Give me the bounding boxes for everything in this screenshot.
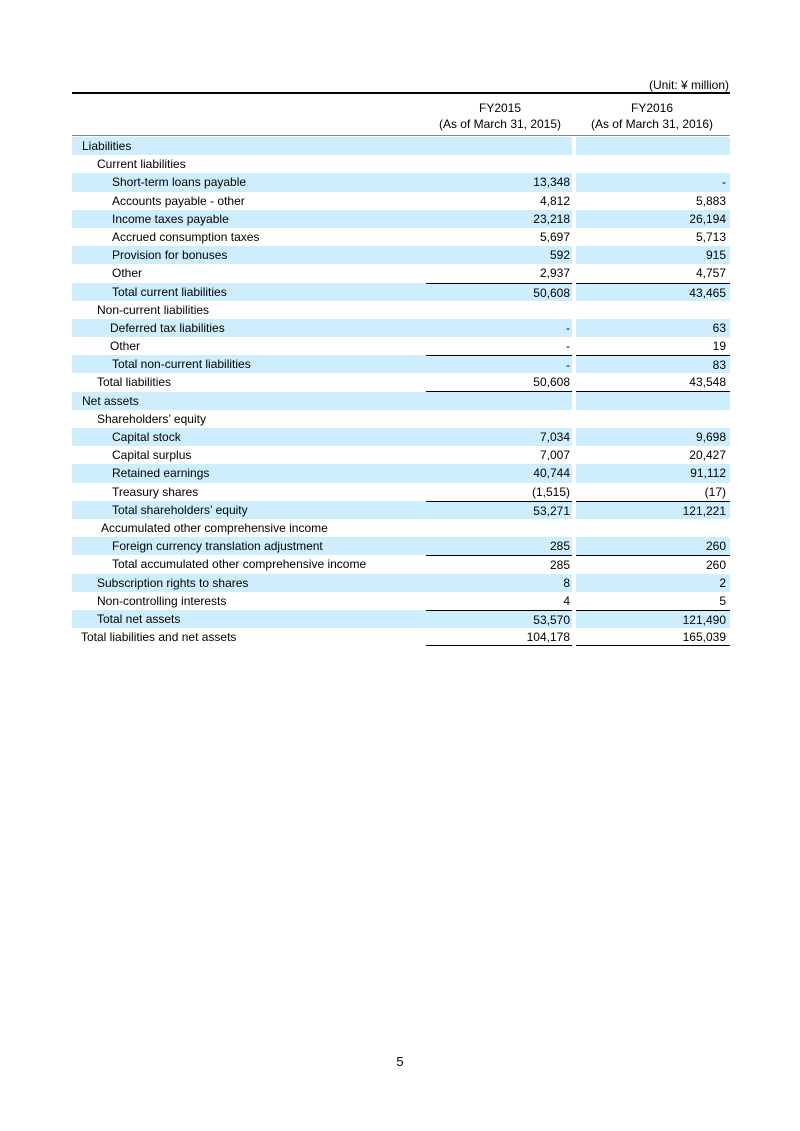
row-value-fy2015: 8 <box>426 574 572 592</box>
table-row <box>72 246 730 264</box>
row-value-fy2015: 285 <box>426 555 572 573</box>
row-value-fy2016: 83 <box>576 355 730 373</box>
row-label: Foreign currency translation adjustment <box>72 537 426 555</box>
row-label: Non-controlling interests <box>97 593 227 608</box>
row-value-fy2016: - <box>576 173 730 191</box>
row-value-fy2016: 43,548 <box>576 373 730 391</box>
row-value-fy2016 <box>576 410 730 428</box>
row-value-fy2015: 53,271 <box>426 501 572 519</box>
row-label: Total liabilities and net assets <box>81 630 237 645</box>
row-value-fy2015: 7,034 <box>426 428 572 446</box>
table-row <box>72 210 730 228</box>
row-value-fy2016 <box>576 519 730 537</box>
row-value-fy2015 <box>426 410 572 428</box>
top-rule <box>72 92 730 94</box>
row-label: Accounts payable - other <box>112 193 245 208</box>
row-value-fy2016: 91,112 <box>576 464 730 482</box>
row-label: Current liabilities <box>97 157 186 172</box>
column-year: FY2016 <box>630 101 674 115</box>
row-value-fy2015: - <box>426 355 572 373</box>
row-label: Income taxes payable <box>72 210 426 228</box>
table-row <box>72 337 730 355</box>
row-value-fy2015: 23,218 <box>426 210 572 228</box>
row-label: Other <box>112 266 143 281</box>
table-row <box>72 264 730 282</box>
row-label: Total net assets <box>72 610 426 628</box>
row-value-fy2015: - <box>566 339 570 354</box>
table-row <box>72 301 730 319</box>
row-value-fy2016: 9,698 <box>576 428 730 446</box>
column-year: FY2015 <box>478 101 522 115</box>
row-value-fy2016: 121,490 <box>576 610 730 628</box>
unit-label: (Unit: ¥ million) <box>648 78 729 92</box>
column-date: (As of March 31, 2016) <box>590 117 714 131</box>
table-row <box>72 319 730 337</box>
row-value-fy2015: 4 <box>563 593 570 608</box>
row-value-fy2016: 4,757 <box>695 266 726 281</box>
table-row <box>72 483 730 501</box>
row-value-fy2016 <box>576 301 730 319</box>
row-value-fy2015: 4,812 <box>539 193 570 208</box>
row-value-fy2016: 915 <box>576 246 730 264</box>
row-label: Accumulated other comprehensive income <box>101 520 328 535</box>
row-value-fy2016: 63 <box>576 319 730 337</box>
table-row <box>72 555 730 573</box>
row-label: Accrued consumption taxes <box>112 229 260 244</box>
row-label: Deferred tax liabilities <box>72 319 426 337</box>
row-value-fy2015: 5,697 <box>539 229 570 244</box>
row-label: Net assets <box>72 392 426 410</box>
row-value-fy2015: 50,608 <box>426 373 572 391</box>
row-label: Short-term loans payable <box>72 173 426 191</box>
row-value-fy2016: 260 <box>576 537 730 555</box>
row-value-fy2016: 26,194 <box>576 210 730 228</box>
row-value-fy2015: 2,937 <box>539 266 570 281</box>
table-row <box>72 373 730 391</box>
header-rule <box>72 135 730 136</box>
row-label: Subscription rights to shares <box>72 574 426 592</box>
row-value-fy2016 <box>576 137 730 155</box>
row-label: Total accumulated other comprehensive income <box>112 557 367 572</box>
row-value-fy2015: (1,515) <box>531 484 570 499</box>
row-value-fy2015 <box>426 519 572 537</box>
row-label: Retained earnings <box>72 464 426 482</box>
row-label: Shareholders’ equity <box>97 411 206 426</box>
row-value-fy2016: 5,883 <box>695 193 726 208</box>
row-label: Capital stock <box>72 428 426 446</box>
table-row <box>72 283 730 301</box>
table-row <box>72 192 730 210</box>
table-row <box>72 574 730 592</box>
table-row <box>72 228 730 246</box>
row-value-fy2015: 285 <box>426 537 572 555</box>
row-label: Liabilities <box>72 137 426 155</box>
row-label: Treasury shares <box>112 484 199 499</box>
table-row <box>72 155 730 173</box>
table-row <box>72 355 730 373</box>
row-value-fy2015 <box>426 155 572 173</box>
balance-sheet-table <box>72 137 730 646</box>
table-row <box>72 446 730 464</box>
row-label: Total shareholders’ equity <box>72 501 426 519</box>
table-row <box>72 428 730 446</box>
row-value-fy2015: 13,348 <box>426 173 572 191</box>
column-date: (As of March 31, 2015) <box>438 117 562 131</box>
row-value-fy2016: 43,465 <box>576 283 730 301</box>
column-header-fy2015 <box>426 100 574 132</box>
row-value-fy2015: 592 <box>426 246 572 264</box>
table-row <box>72 592 730 610</box>
table-row <box>72 410 730 428</box>
row-value-fy2016: 165,039 <box>576 628 730 646</box>
row-value-fy2016: 2 <box>576 574 730 592</box>
table-row <box>72 137 730 155</box>
table-row <box>72 464 730 482</box>
row-label: Other <box>110 339 141 354</box>
table-row <box>72 628 730 646</box>
table-row <box>72 173 730 191</box>
table-row <box>72 392 730 410</box>
column-header-fy2016 <box>578 100 726 132</box>
row-label: Total non-current liabilities <box>72 355 426 373</box>
row-label: Total liabilities <box>97 375 172 390</box>
page-number: 5 <box>396 1054 404 1069</box>
table-row <box>72 501 730 519</box>
row-value-fy2015: 53,570 <box>426 610 572 628</box>
row-label: Provision for bonuses <box>72 246 426 264</box>
row-value-fy2016: 260 <box>576 555 730 573</box>
table-row <box>72 537 730 555</box>
row-value-fy2015 <box>426 137 572 155</box>
row-value-fy2016: 20,427 <box>689 448 726 463</box>
row-value-fy2016 <box>576 155 730 173</box>
row-value-fy2015: 104,178 <box>426 628 572 646</box>
row-label: Total current liabilities <box>72 283 426 301</box>
row-label: Capital surplus <box>112 448 192 463</box>
row-value-fy2015: 50,608 <box>426 283 572 301</box>
row-value-fy2016: 5 <box>719 593 726 608</box>
row-value-fy2016: 121,221 <box>576 501 730 519</box>
row-label: Non-current liabilities <box>97 302 210 317</box>
row-value-fy2015: - <box>426 319 572 337</box>
row-value-fy2016: (17) <box>704 484 726 499</box>
table-row <box>72 610 730 628</box>
row-value-fy2015: 40,744 <box>426 464 572 482</box>
table-row <box>72 519 730 537</box>
row-value-fy2016 <box>576 392 730 410</box>
row-value-fy2016: 19 <box>712 339 726 354</box>
row-value-fy2016: 5,713 <box>695 229 726 244</box>
row-value-fy2015: 7,007 <box>539 448 570 463</box>
row-value-fy2015 <box>426 301 572 319</box>
row-value-fy2015 <box>426 392 572 410</box>
